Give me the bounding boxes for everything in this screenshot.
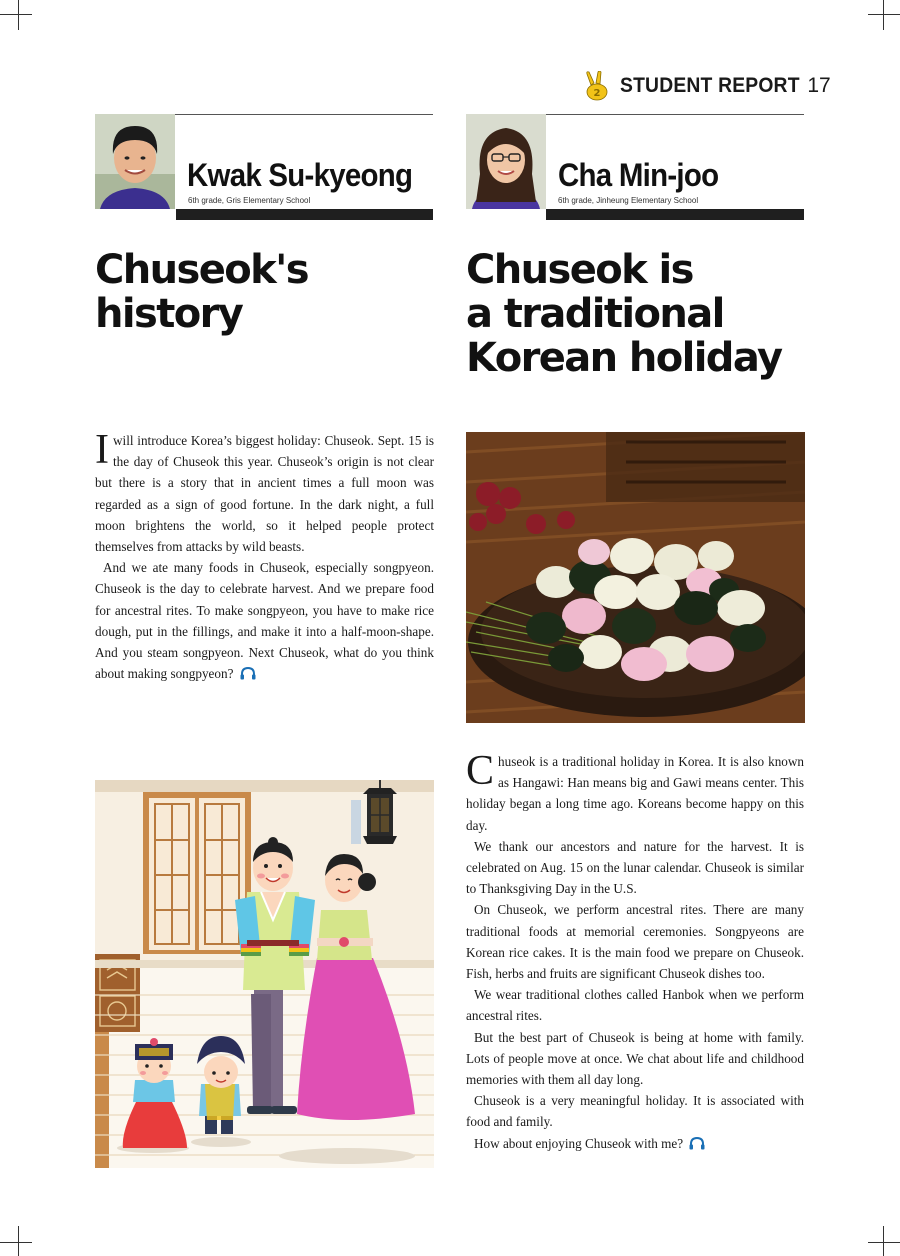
family-hanbok-illustration (95, 780, 434, 1168)
article-headline (466, 248, 781, 380)
article-body (466, 748, 804, 1154)
paragraph: And we ate many foods in Chuseok, especially songpyeon. Chuseok is the day to celebrate harvest. And we prepare food for ancestral rites. To make songpyeon, you have to make rice dough, put in the fillings, and make it into a half-moon-shape. And you steam songpyeon. Next Chuseok, what do you think about making songpyeon? (95, 560, 434, 682)
author-name: Cha Min-joo (558, 157, 719, 193)
page-header (584, 68, 831, 104)
headline-line: history (95, 291, 243, 337)
crop-mark (0, 14, 32, 15)
crop-mark (868, 14, 900, 15)
crop-mark (883, 1226, 884, 1256)
drop-cap: C (466, 748, 495, 794)
author-name: Kwak Su-kyeong (187, 157, 413, 193)
author-bar (546, 209, 804, 220)
crop-mark (868, 1242, 900, 1243)
crop-mark (0, 1242, 32, 1243)
paragraph: But the best part of Chuseok is being at home with family. Lots of people move at once. We chat about life and childhood memories with them all day long. (466, 1029, 804, 1088)
drop-cap: I (95, 427, 109, 473)
paragraph: How about enjoying Chuseok with me? (466, 1133, 804, 1154)
headline-line: Chuseok is (466, 247, 693, 293)
headphones-icon (239, 667, 257, 680)
author-school: 6th grade, Gris Elementary School (188, 196, 311, 205)
author-school: 6th grade, Jinheung Elementary School (558, 196, 699, 205)
author-bar (176, 209, 433, 220)
paragraph: On Chuseok, we perform ancestral rites. There are many traditional foods at memorial ceremonies. Songpyeons are Korean rice cakes. It is the main food we prepare on Chuseok. Fish, herbs and fruits are significant Chuseok dishes too. (466, 902, 804, 982)
paragraph: We thank our ancestors and nature for the harvest. It is celebrated on Aug. 15 on the lunar calendar. Chuseok is similar to Thanksgiving Day in the U.S. (466, 838, 804, 897)
victory-hand-logo-icon (584, 71, 610, 101)
headline-line: Korean holiday (466, 335, 782, 381)
article-headline (95, 248, 308, 336)
author-photo (466, 114, 546, 209)
page-number: 17 (807, 74, 831, 97)
crop-mark (18, 0, 19, 30)
paragraph: I will introduce Korea’s biggest holiday: Chuseok. Sept. 15 is the day of Chuseok this year. Chuseok’s origin is not clear but there is a story that in ancient times a full moon was regarded as a sign of good fortune. In the dark night, a full moon brightens the world, so it helped people protect themselves from attacks by wild beasts. (95, 427, 434, 555)
paragraph: We wear traditional clothes called Hanbok when we perform ancestral rites. (466, 987, 804, 1024)
headphones-icon (688, 1137, 706, 1150)
svg-text:2: 2 (593, 88, 601, 99)
article-body (95, 427, 434, 684)
crop-mark (883, 0, 884, 30)
headline-line: Chuseok's (95, 247, 308, 293)
author-photo (95, 114, 175, 209)
paragraph: Chuseok is a traditional holiday in Korea. It is also known as Hangawi: Han means big and Gawi means center. This holiday began a long time ago. Koreans become happy on this day. (466, 748, 804, 833)
crop-mark (18, 1226, 19, 1256)
section-title: STUDENT REPORT (620, 74, 800, 97)
songpyeon-photo (466, 432, 805, 723)
paragraph: Chuseok is a very meaningful holiday. It is associated with food and family. (466, 1093, 804, 1130)
headline-line: a traditional (466, 291, 724, 337)
